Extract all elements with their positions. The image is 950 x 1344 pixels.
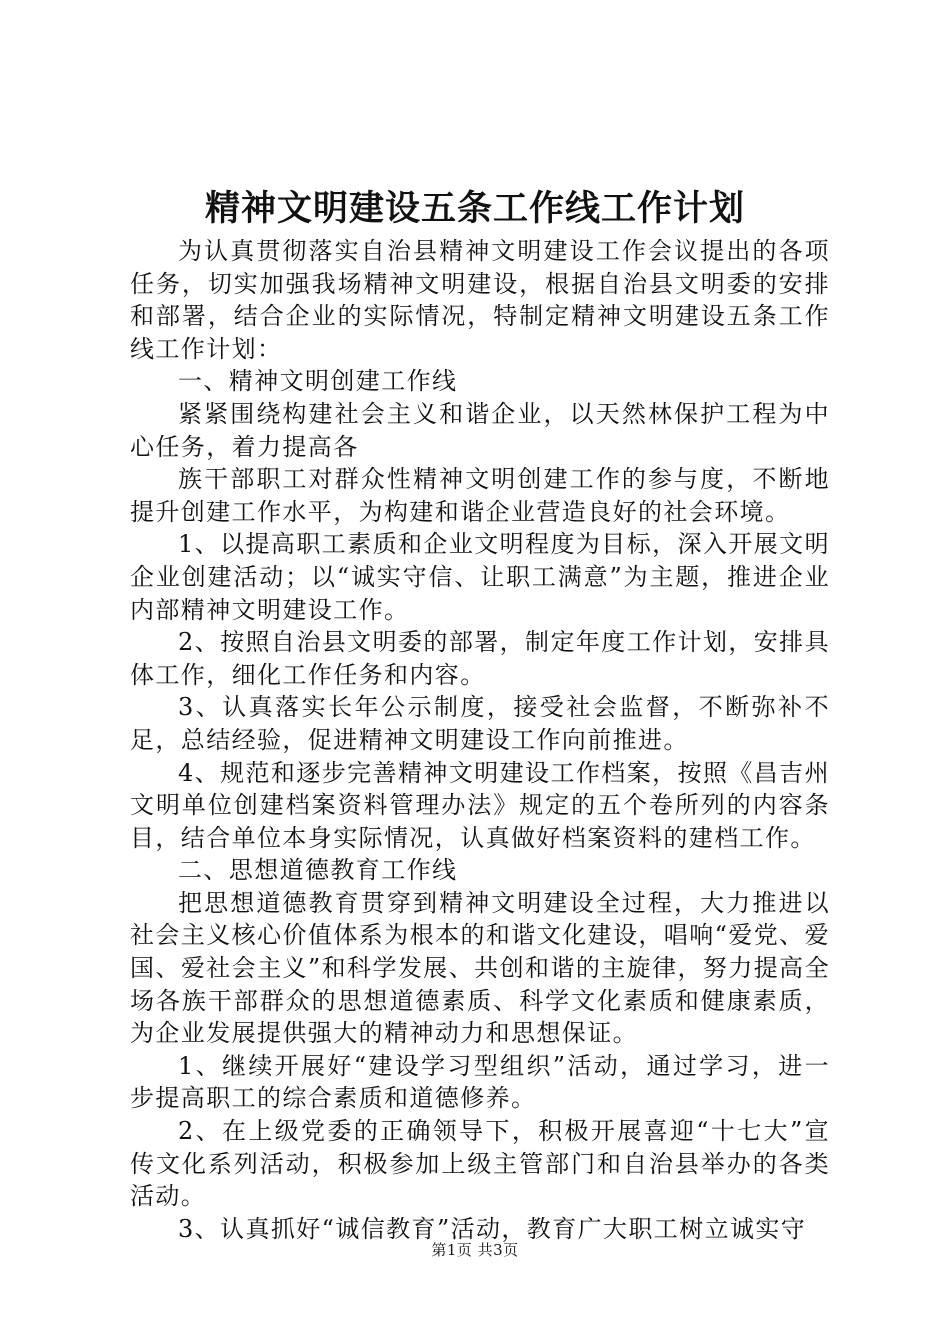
list-item: 2、按照自治县文明委的部署，制定年度工作计划，安排具体工作，细化工作任务和内容。 [130,628,830,689]
body-paragraph: 紧紧围绕构建社会主义和谐企业，以天然林保护工程为中心任务，着力提高各 [130,399,830,461]
list-item: 4、规范和逐步完善精神文明建设工作档案，按照《昌吉州文明单位创建档案资料管理办法》规定的五个卷所列的内容条目，结合单位本身实际情况，认真做好档案资料的建档工作。 [130,758,830,852]
page-number-footer: 第1页 共3页 [431,1241,519,1259]
list-item: 1、以提高职工素质和企业文明程度为目标，深入开展文明企业创建活动；以“诚实守信、让职工满意”为主题，推进企业内部精神文明建设工作。 [130,530,830,624]
list-item: 3、认真抓好“诚信教育”活动，教育广大职工树立诚实守 [178,1214,807,1243]
document-body [130,235,830,1245]
list-item: 1、继续开展好“建设学习型组织”活动，通过学习，进一步提高职工的综合素质和道德修养。 [130,1051,830,1113]
list-item: 2、在上级党委的正确领导下，积极开展喜迎“十七大”宣传文化系列活动，积极参加上级主管部门和自治县举办的各类活动。 [130,1117,830,1211]
list-item: 3、认真落实长年公示制度，接受社会监督，不断弥补不足，总结经验，促进精神文明建设工作向前推进。 [130,693,830,754]
section-heading-2: 二、思想道德教育工作线 [178,856,458,885]
body-paragraph: 把思想道德教育贯穿到精神文明建设全过程，大力推进以社会主义核心价值体系为根本的和谐文化建设，唱响“爱党、爱国、爱社会主义”和科学发展、共创和谐的主旋律，努力提高全场各族干部群众的思想道德素质、科学文化素质和健康素质，为企业发展提供强大的精神动力和思想保证。 [130,888,830,1048]
intro-paragraph: 为认真贯彻落实自治县精神文明建设工作会议提出的各项任务，切实加强我场精神文明建设，根据自治县文明委的安排和部署，结合企业的实际情况，特制定精神文明建设五条工作线工作计划： [130,237,830,363]
section-heading-1: 一、精神文明创建工作线 [178,367,458,396]
document-title: 精神文明建设五条工作线工作计划 [204,189,745,229]
body-paragraph: 族干部职工对群众性精神文明创建工作的参与度，不断地提升创建工作水平，为构建和谐企业营造良好的社会环境。 [130,465,830,526]
